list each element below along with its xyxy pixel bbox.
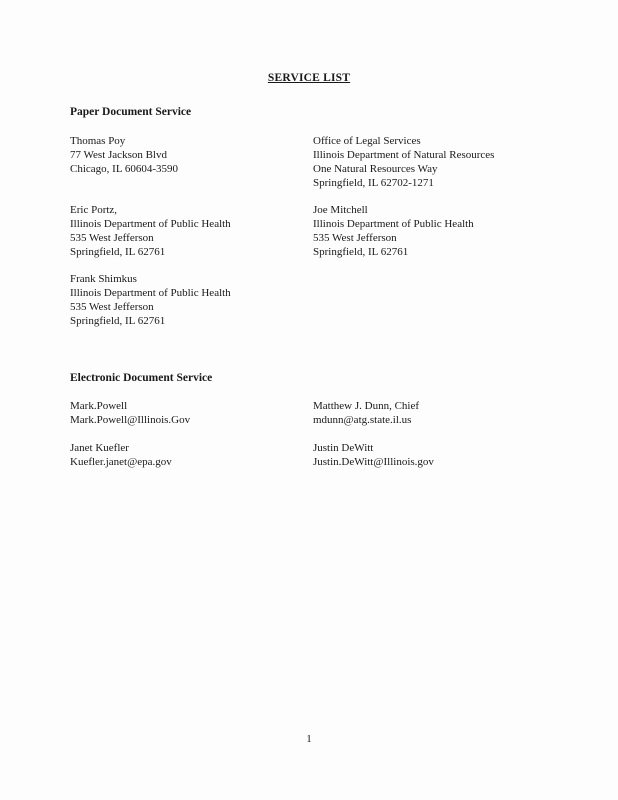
service-entry-frank-shimkus	[70, 272, 231, 328]
entry-line: Springfield, IL 62761	[313, 246, 409, 258]
service-entry-janet-kuefler	[70, 441, 172, 469]
service-entry-thomas-poy	[70, 134, 178, 176]
service-entry-eric-portz	[70, 203, 231, 259]
service-entry-joe-mitchell	[313, 203, 474, 259]
paper-service-heading: Paper Document Service	[70, 106, 192, 118]
entry-line: Springfield, IL 62702-1271	[313, 177, 434, 189]
entry-line: Springfield, IL 62761	[70, 315, 166, 327]
entry-email: Justin.DeWitt@Illinois.gov	[313, 456, 434, 468]
service-entry-justin-dewitt	[313, 441, 434, 469]
entry-email: Kuefler.janet@epa.gov	[70, 456, 172, 468]
entry-line: Illinois Department of Public Health	[313, 218, 474, 230]
entry-line: Eric Portz,	[70, 204, 118, 216]
entry-line: Justin DeWitt	[313, 442, 374, 454]
entry-line: Joe Mitchell	[313, 204, 368, 216]
entry-line: Chicago, IL 60604-3590	[70, 163, 179, 175]
entry-line: Janet Kuefler	[70, 442, 129, 454]
entry-line: Illinois Department of Natural Resources	[313, 149, 495, 161]
entry-line: Matthew J. Dunn, Chief	[313, 400, 420, 412]
service-entry-office-legal-services	[313, 134, 494, 190]
entry-line: Thomas Poy	[70, 135, 126, 147]
entry-email: mdunn@atg.state.il.us	[313, 414, 412, 426]
entry-line: Frank Shimkus	[70, 273, 137, 285]
entry-line: One Natural Resources Way	[313, 163, 438, 175]
entry-line: 77 West Jackson Blvd	[70, 149, 167, 161]
entry-line: Office of Legal Services	[313, 135, 421, 147]
entry-line: Mark.Powell	[70, 400, 128, 412]
entry-line: Springfield, IL 62761	[70, 246, 166, 258]
page-number: 1	[306, 733, 312, 745]
entry-line: Illinois Department of Public Health	[70, 287, 231, 299]
service-entry-mark-powell	[70, 399, 190, 427]
page-title: SERVICE LIST	[267, 72, 351, 84]
entry-line: Illinois Department of Public Health	[70, 218, 231, 230]
service-entry-matthew-dunn	[313, 399, 419, 427]
entry-line: 535 West Jefferson	[70, 301, 154, 313]
entry-email: Mark.Powell@Illinois.Gov	[70, 414, 191, 426]
entry-line: 535 West Jefferson	[313, 232, 397, 244]
entry-line: 535 West Jefferson	[70, 232, 154, 244]
electronic-service-heading: Electronic Document Service	[70, 372, 213, 384]
